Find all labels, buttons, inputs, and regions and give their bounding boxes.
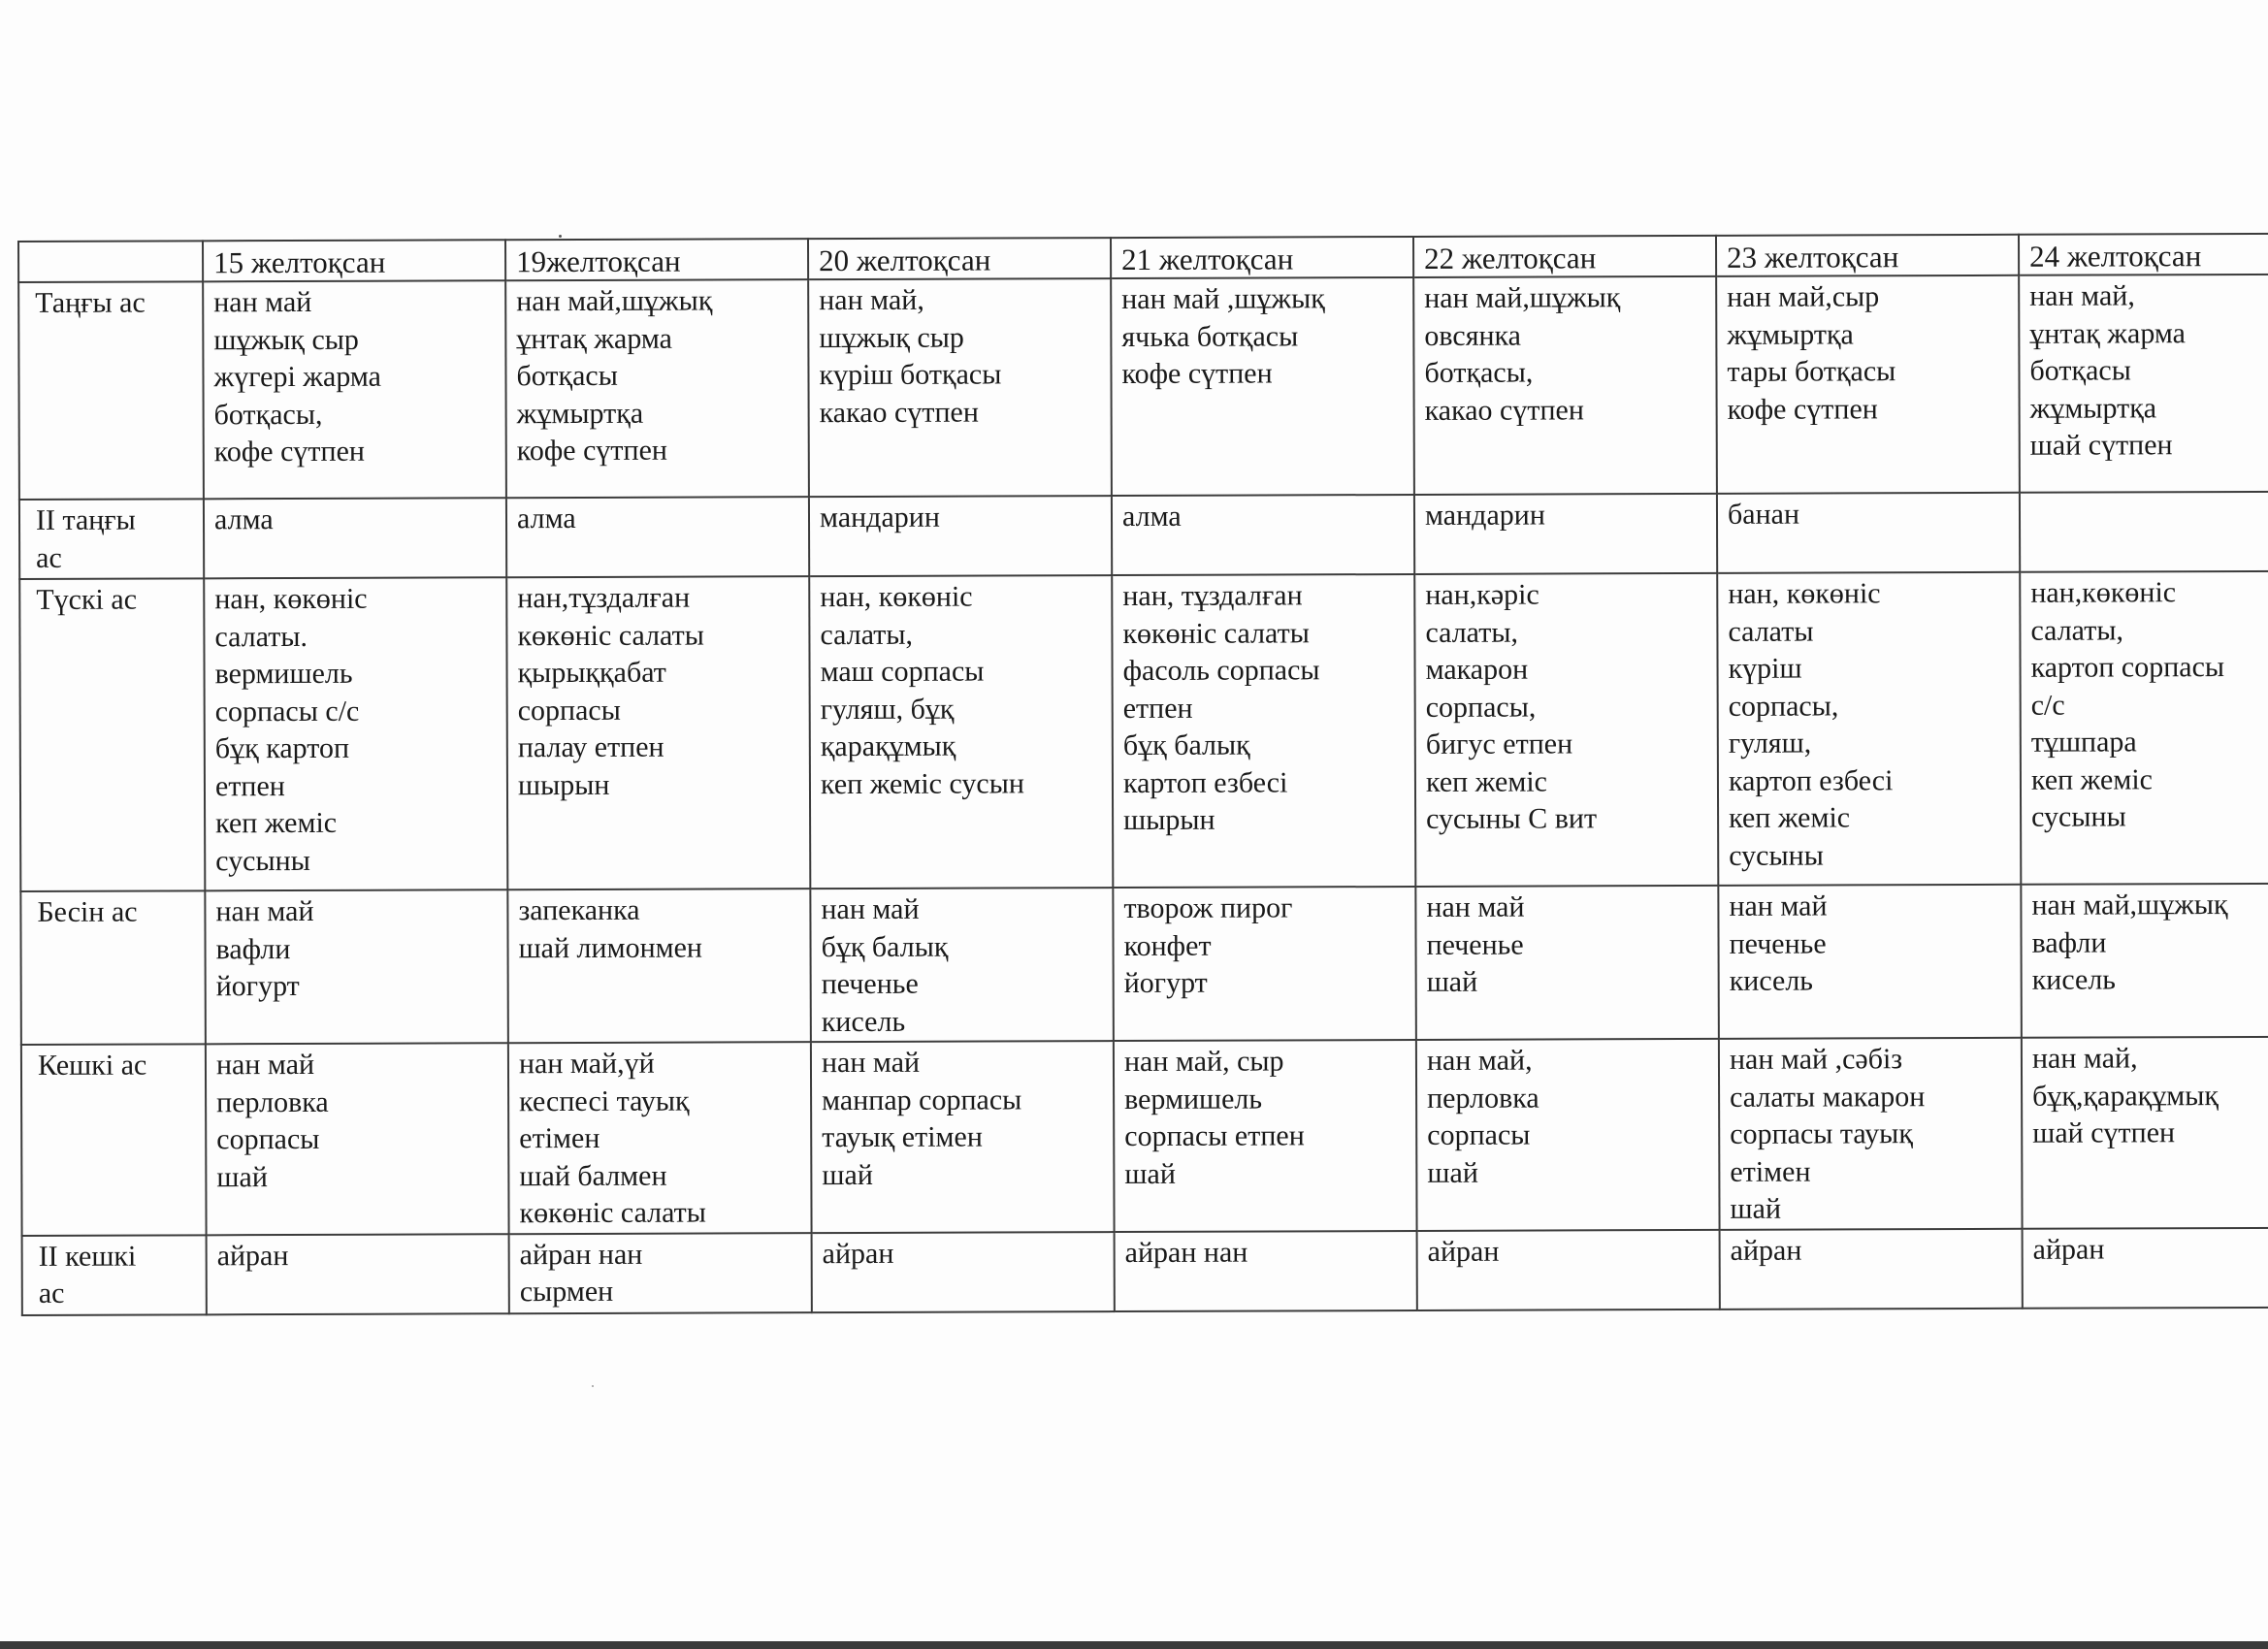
- menu-cell: нан май,үй кеспесі тауық етімен шай балмен көкөніс салаты: [508, 1042, 812, 1234]
- menu-cell: банан: [1717, 493, 2020, 573]
- meal-label: Кешкі ас: [21, 1044, 207, 1235]
- menu-cell: алма: [1112, 495, 1414, 575]
- menu-cell: нан,кәріс салаты, макарон сорпасы, бигус етпен кеп жеміс сусыны С вит: [1414, 573, 1718, 887]
- menu-cell: запеканка шай лимонмен: [507, 889, 811, 1043]
- menu-cell: нан,көкөніс салаты, картоп сорпасы с/с тұшпара кеп жеміс сусыны: [2020, 571, 2268, 885]
- menu-cell: нан май вафли йогурт: [205, 889, 508, 1044]
- menu-cell: алма: [204, 498, 506, 578]
- menu-cell: айран: [207, 1234, 509, 1314]
- menu-cell: нан май,шұжық ұнтақ жарма ботқасы жұмыртқа кофе сүтпен: [505, 279, 809, 498]
- menu-cell: айран нан сырмен: [509, 1233, 812, 1313]
- table-row-breakfast: [18, 275, 2268, 500]
- meal-label: Бесін ас: [20, 890, 206, 1045]
- weekly-menu-table: [17, 233, 2268, 1316]
- menu-cell: [2020, 492, 2268, 572]
- table-row-second-dinner: [22, 1227, 2268, 1314]
- scan-edge-bar: [0, 1641, 2268, 1649]
- date-header: 22 желтоқсан: [1413, 236, 1716, 277]
- menu-cell: нан май, сыр вермишель сорпасы етпен шай: [1114, 1040, 1417, 1232]
- scan-speck: [592, 1385, 594, 1387]
- menu-cell: нан май, шұжық сыр күріш ботқасы какао сүтпен: [808, 278, 1112, 497]
- menu-cell: алма: [506, 497, 809, 577]
- meal-label: ІІ кешкі ас: [22, 1235, 207, 1315]
- menu-cell: нан, көкөніс салаты, маш сорпасы гуляш, бұқ қарақұмық кеп жеміс сусын: [809, 575, 1113, 889]
- table-row-lunch: [19, 571, 2268, 891]
- menu-cell: творож пирог конфет йогурт: [1113, 887, 1416, 1041]
- date-header: 23 желтоқсан: [1716, 235, 2019, 276]
- scan-speck: [559, 235, 562, 238]
- menu-cell: мандарин: [809, 496, 1112, 576]
- menu-cell: айран нан: [1115, 1230, 1417, 1310]
- menu-cell: нан май бұқ балық печенье кисель: [810, 888, 1114, 1042]
- menu-cell: нан май перловка сорпасы шай: [206, 1043, 509, 1235]
- menu-cell: нан май шұжық сыр жүгері жарма ботқасы, кофе сүтпен: [203, 280, 506, 499]
- menu-cell: нан май манпар сорпасы тауық етімен шай: [811, 1041, 1115, 1233]
- table-row-afternoon-snack: [20, 884, 2268, 1045]
- menu-cell: нан, көкөніс салаты күріш сорпасы, гуляш, картоп езбесі кеп жеміс сусыны: [1717, 572, 2021, 886]
- corner-cell: [18, 241, 203, 282]
- menu-cell: нан май, бұқ,қарақұмық шай сүтпен: [2022, 1037, 2268, 1229]
- menu-cell: айран: [1417, 1229, 1720, 1310]
- menu-cell: нан май,шұжық овсянка ботқасы, какао сүтпен: [1413, 276, 1717, 495]
- date-header: 19желтоқсан: [505, 239, 808, 280]
- menu-cell: нан май печенье шай: [1415, 886, 1719, 1040]
- menu-cell: айран: [1720, 1228, 2023, 1309]
- meal-label: ІІ таңғы ас: [19, 499, 204, 579]
- menu-cell: нан май, перловка сорпасы шай: [1416, 1039, 1720, 1231]
- date-header: 24 желтоқсан: [2019, 234, 2268, 275]
- date-header: 15 желтоқсан: [203, 240, 505, 281]
- menu-cell: айран: [2023, 1227, 2268, 1308]
- meal-label: Таңғы ас: [18, 281, 204, 500]
- menu-cell: нан май ,шұжық ячька ботқасы кофе сүтпен: [1111, 277, 1414, 496]
- menu-cell: айран: [812, 1232, 1115, 1312]
- table-row-dinner: [21, 1037, 2268, 1236]
- menu-cell: нан май,сыр жұмыртқа тары ботқасы кофе сүтпен: [1716, 275, 2020, 494]
- menu-cell: нан, көкөніс салаты. вермишель сорпасы с/с бұқ картоп етпен кеп жеміс сусыны: [204, 577, 507, 890]
- menu-cell: нан,тұздалған көкөніс салаты қырыққабат сорпасы палау етпен шырын: [506, 576, 810, 889]
- menu-cell: нан, тұздалған көкөніс салаты фасоль сорпасы етпен бұқ балық картоп езбесі шырын: [1112, 574, 1415, 888]
- menu-cell: мандарин: [1414, 494, 1717, 574]
- menu-cell: нан май ,сәбіз салаты макарон сорпасы тауық етімен шай: [1719, 1038, 2023, 1230]
- date-header: 21 желтоқсан: [1111, 237, 1413, 278]
- menu-cell: нан май печенье кисель: [1718, 885, 2022, 1039]
- date-header: 20 желтоқсан: [808, 238, 1111, 279]
- meal-label: Түскі ас: [19, 578, 205, 891]
- menu-cell: нан май,шұжық вафли кисель: [2021, 884, 2268, 1038]
- table-row-second-breakfast: [19, 492, 2268, 579]
- menu-cell: нан май, ұнтақ жарма ботқасы жұмыртқа шай сүтпен: [2019, 275, 2268, 493]
